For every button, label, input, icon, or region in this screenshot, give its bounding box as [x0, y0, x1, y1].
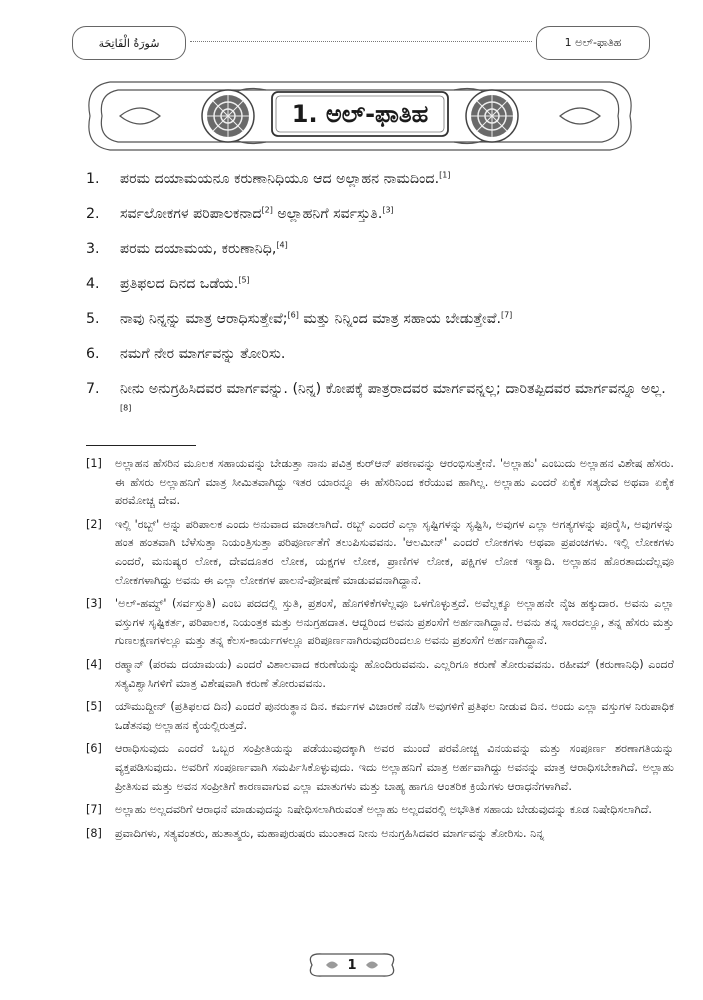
verse-5: [86, 308, 666, 331]
footnote-number: [2]: [86, 517, 102, 531]
page-number: 1: [347, 957, 357, 973]
verse-6: [86, 343, 666, 366]
footnote-ref[interactable]: [6]: [287, 310, 299, 320]
header-surah-kannada-cartouche: [536, 26, 650, 60]
footnote-ref[interactable]: [8]: [120, 403, 132, 413]
running-header: [72, 22, 650, 62]
verse-number: 5.: [86, 311, 100, 327]
footnote-list: [86, 455, 674, 848]
header-arabic-title: سُورَةُ الْفَاتِحَة: [98, 36, 160, 50]
footnote-text: ಪ್ರವಾದಿಗಳು, ಸತ್ಯವಂತರು, ಹುತಾತ್ಮರು, ಮಹಾಪುರುಷರು ಮುಂತಾದ ನೀನು ಅನುಗ್ರಹಿಸಿದವರ ಮಾರ್ಗವನ್ನು ತೋರಿಸು. ನಿನ್ನ: [115, 826, 545, 840]
footnote-number: [6]: [86, 742, 102, 756]
footnote-6: [86, 740, 674, 796]
footnote-2: [86, 516, 674, 590]
footnote-text: ಆರಾಧಿಸುವುದು ಎಂದರೆ ಒಬ್ಬರ ಸಂಪ್ರೀತಿಯನ್ನು ಪಡೆಯುವುದಕ್ಕಾಗಿ ಅವರ ಮುಂದೆ ಪರಮೋಚ್ಚ ವಿನಯವನ್ನು ಮತ್ತು ಸಂಪೂರ್ಣ ಶರಣಾಗತಿಯನ್ನು ವ್ಯಕ್ತಪಡಿಸುವುದು. ಅವರಿಗೆ ಸಂಪೂರ್ಣವಾಗಿ ಸಮರ್ಪಿಸಿಕೊಳ್ಳುವುದು. ಇದು ಅಲ್ಲಾಹನಿಗೆ ಮಾತ್ರ ಅರ್ಹವಾಗಿದ್ದು ಅವನನ್ನು ಮಾತ್ರ ಆರಾಧಿಸಬೇಕಾಗಿದೆ. ಅಲ್ಲಾಹು ಪ್ರೀತಿಸುವ ಮತ್ತು ಅವನ ಸಂಪ್ರೀತಿಗೆ ಕಾರಣವಾಗುವ ಎಲ್ಲಾ ಮಾತುಗಳು ಮತ್ತು ಬಾಹ್ಯ ಹಾಗೂ ಆಂತರಿಕ ಕ್ರಿಯೆಗಳು ಆರಾಧನೆಗಳಾಗಿವೆ.: [115, 742, 674, 793]
verse-text: ನಾವು ನಿನ್ನನ್ನು ಮಾತ್ರ ಆರಾಧಿಸುತ್ತೇವೆ;: [120, 311, 288, 327]
footnote-ref[interactable]: [2]: [261, 205, 273, 215]
footnote-ref[interactable]: [3]: [382, 205, 394, 215]
footnote-ref[interactable]: [5]: [238, 275, 250, 285]
verse-list: [86, 168, 666, 436]
verse-text: ನೀನು ಅನುಗ್ರಹಿಸಿದವರ ಮಾರ್ಗವನ್ನು. (ನಿನ್ನ) ಕೋಪಕ್ಕೆ ಪಾತ್ರರಾದವರ ಮಾರ್ಗವನ್ನಲ್ಲ; ದಾರಿತಪ್ಪಿದವರ ಮಾರ್ಗವನ್ನೂ ಅಲ್ಲ.: [120, 381, 666, 397]
footnote-number: [8]: [86, 826, 102, 840]
footnote-text: 'ಅಲ್-ಹಮ್ದ್' (ಸರ್ವಸ್ತುತಿ) ಎಂಬ ಪದದಲ್ಲಿ ಸ್ತುತಿ, ಪ್ರಶಂಸೆ, ಹೊಗಳಿಕೆಗಳೆಲ್ಲವೂ ಒಳಗೊಳ್ಳುತ್ತದೆ. ಅವೆಲ್ಲಕ್ಕೂ ಅಲ್ಲಾಹನೇ ನೈಜ ಹಕ್ಕುದಾರ. ಅವನು ಎಲ್ಲಾ ವಸ್ತುಗಳ ಸೃಷ್ಟಿಕರ್ತ, ಪರಿಪಾಲಕ, ನಿಯಂತ್ರಕ ಮತ್ತು ಅನುಗ್ರಹದಾತ. ಆದ್ದರಿಂದ ಅವನು ಪ್ರಶಂಸೆಗೆ ಅರ್ಹನಾಗಿದ್ದಾನೆ. ಅವನು ತನ್ನ ಸಾರದಲ್ಲೂ, ತನ್ನ ಹೆಸರು ಮತ್ತು ಗುಣಲಕ್ಷಣಗಳಲ್ಲೂ ಮತ್ತು ತನ್ನ ಕೆಲಸ-ಕಾರ್ಯಗಳಲ್ಲೂ ಪರಿಪೂರ್ಣನಾಗಿರುವುದರಿಂದಲೂ ಅವನು ಪ್ರಶಂಸೆಗೆ ಅರ್ಹನಾಗಿದ್ದಾನೆ.: [115, 597, 674, 648]
verse-text: ಪರಮ ದಯಾಮಯನೂ ಕರುಣಾನಿಧಿಯೂ ಆದ ಅಲ್ಲಾಹನ ನಾಮದಿಂದ.: [120, 171, 440, 187]
verse-text: ಸರ್ವಲೋಕಗಳ ಪರಿಪಾಲಕನಾದ: [120, 206, 262, 222]
header-kannada-title: 1 ಅಲ್-ಫಾತಿಹ: [564, 36, 622, 49]
footnote-text: ಯೌಮುದ್ದೀನ್ (ಪ್ರತಿಫಲದ ದಿನ) ಎಂದರೆ ಪುನರುತ್ಥಾನ ದಿನ. ಕರ್ಮಗಳ ವಿಚಾರಣೆ ನಡೆಸಿ ಅವುಗಳಿಗೆ ಪ್ರತಿಫಲ ನೀಡುವ ದಿನ. ಅಂದು ಎಲ್ಲಾ ವಸ್ತುಗಳ ನಿರುಪಾಧಿಕ ಒಡೆತನವು ಅಲ್ಲಾಹನ ಕೈಯಲ್ಲಿರುತ್ತದೆ.: [115, 700, 674, 732]
footnote-number: [7]: [86, 803, 102, 817]
verse-number: 1.: [86, 171, 100, 187]
footnote-number: [5]: [86, 700, 102, 714]
verse-number: 6.: [86, 346, 100, 362]
verse-number: 7.: [86, 381, 100, 397]
verse-text: ಅಲ್ಲಾಹನಿಗೆ ಸರ್ವಸ್ತುತಿ.: [272, 206, 383, 222]
footnote-1: [86, 455, 674, 511]
footnote-ref[interactable]: [7]: [500, 310, 513, 320]
footnote-number: [4]: [86, 657, 102, 671]
footnote-text: ಇಲ್ಲಿ 'ರಬ್ಬ್' ಅನ್ನು ಪರಿಪಾಲಕ ಎಂದು ಅನುವಾದ ಮಾಡಲಾಗಿದೆ. ರಬ್ಬ್ ಎಂದರೆ ಎಲ್ಲಾ ಸೃಷ್ಟಿಗಳನ್ನು ಸೃಷ್ಟಿಸಿ, ಅವುಗಳ ಎಲ್ಲಾ ಅಗತ್ಯಗಳನ್ನು ಪೂರೈಸಿ, ಅವುಗಳನ್ನು ಹಂತ ಹಂತವಾಗಿ ಬೆಳೆಸುತ್ತಾ ನಿಯಂತ್ರಿಸುತ್ತಾ ಪರಿಪೂರ್ಣತೆಗೆ ತಲುಪಿಸುವವನು. 'ಆಲಮೀನ್' ಎಂದರೆ ಲೋಕಗಳು ಅಥವಾ ಪ್ರಪಂಚಗಳು. ಇಲ್ಲಿ ಲೋಕಗಳು ಎಂದರೆ, ಮನುಷ್ಯರ ಲೋಕ, ದೇವದೂತರ ಲೋಕ, ಯಕ್ಷಗಳ ಲೋಕ, ಪ್ರಾಣಿಗಳ ಲೋಕ, ಪಕ್ಷಿಗಳ ಲೋಕ ಇತ್ಯಾದಿ. ಅಲ್ಲಾಹನ ಹೊರತಾದುದೆಲ್ಲವೂ ಲೋಕಗಳಾಗಿದ್ದು ಅವನು ಈ ಎಲ್ಲಾ ಲೋಕಗಳ ಪಾಲನೆ-ಪೋಷಣೆ ಮಾಡುವವನಾಗಿದ್ದಾನೆ.: [115, 517, 674, 587]
footnote-number: [1]: [86, 457, 102, 470]
footnote-8: [86, 825, 674, 844]
footnote-4: [86, 656, 674, 693]
page-number-badge: [304, 950, 400, 980]
footnote-ref[interactable]: [1]: [439, 170, 451, 180]
footnote-7: [86, 801, 674, 820]
verse-2: [86, 203, 666, 226]
surah-title: 1. ಅಲ್-ಫಾತಿಹ: [291, 100, 429, 128]
footnote-text: ಅಲ್ಲಾಹು ಅಲ್ಲದವರಿಗೆ ಆರಾಧನೆ ಮಾಡುವುದನ್ನು ನಿಷೇಧಿಸಲಾಗಿರುವಂತೆ ಅಲ್ಲಾಹು ಅಲ್ಲದವರಲ್ಲಿ ಅಭೌತಿಕ ಸಹಾಯ ಬೇಡುವುದನ್ನು ಕೂಡ ನಿಷೇಧಿಸಲಾಗಿದೆ.: [115, 803, 652, 817]
verse-4: [86, 273, 666, 296]
verse-number: 2.: [86, 206, 100, 222]
header-dotted-line: [190, 41, 532, 42]
verse-text: ನಮಗೆ ನೇರ ಮಾರ್ಗವನ್ನು ತೋರಿಸು.: [120, 346, 286, 362]
verse-number: 3.: [86, 241, 100, 257]
verse-number: 4.: [86, 276, 100, 292]
footnote-number: [3]: [86, 597, 102, 611]
footnote-5: [86, 698, 674, 735]
header-surah-arabic-cartouche: [72, 26, 186, 60]
verse-text: ಮತ್ತು ನಿನ್ನಿಂದ ಮಾತ್ರ ಸಹಾಯ ಬೇಡುತ್ತೇವೆ.: [298, 311, 501, 327]
footnote-3: [86, 595, 674, 651]
footnote-text: ರಹ್ಮಾನ್ (ಪರಮ ದಯಾಮಯ) ಎಂದರೆ ವಿಶಾಲವಾದ ಕರುಣೆಯನ್ನು ಹೊಂದಿರುವವನು. ಎಲ್ಲರಿಗೂ ಕರುಣೆ ತೋರುವವನು. ರಹೀಮ್ (ಕರುಣಾನಿಧಿ) ಎಂದರೆ ಸತ್ಯವಿಶ್ವಾಸಿಗಳಿಗೆ ಮಾತ್ರ ವಿಶೇಷವಾಗಿ ಕರುಣೆ ತೋರುವವನು.: [115, 657, 674, 690]
footnote-ref[interactable]: [4]: [276, 240, 288, 250]
verse-3: [86, 238, 666, 261]
verse-text: ಪರಮ ದಯಾಮಯ, ಕರುಣಾನಿಧಿ,: [120, 241, 277, 257]
footnote-text: ಅಲ್ಲಾಹನ ಹೆಸರಿನ ಮೂಲಕ ಸಹಾಯವನ್ನು ಬೇಡುತ್ತಾ ನಾನು ಪವಿತ್ರ ಕುರ್‌ಆನ್ ಪಠಣವನ್ನು ಆರಂಭಿಸುತ್ತೇನೆ. 'ಅಲ್ಲಾಹು' ಎಂಬುದು ಅಲ್ಲಾಹನ ವಿಶೇಷ ಹೆಸರು. ಈ ಹೆಸರು ಅಲ್ಲಾಹನಿಗೆ ಮಾತ್ರ ಸೀಮಿತವಾಗಿದ್ದು ಇತರ ಯಾರನ್ನೂ ಈ ಹೆಸರಿನಿಂದ ಕರೆಯುವ ಹಾಗಿಲ್ಲ. ಅಲ್ಲಾಹು ಎಂದರೆ ಏಕೈಕ ಸತ್ಯದೇವ ಅಥವಾ ಏಕೈಕ ಪರಮೋಚ್ಚ ದೇವ.: [115, 457, 674, 508]
verse-7: [86, 378, 666, 424]
verse-text: ಪ್ರತಿಫಲದ ದಿನದ ಒಡೆಯ.: [120, 276, 239, 292]
verse-1: [86, 168, 666, 191]
surah-title-banner: [80, 72, 640, 160]
footnote-separator: [86, 445, 196, 446]
